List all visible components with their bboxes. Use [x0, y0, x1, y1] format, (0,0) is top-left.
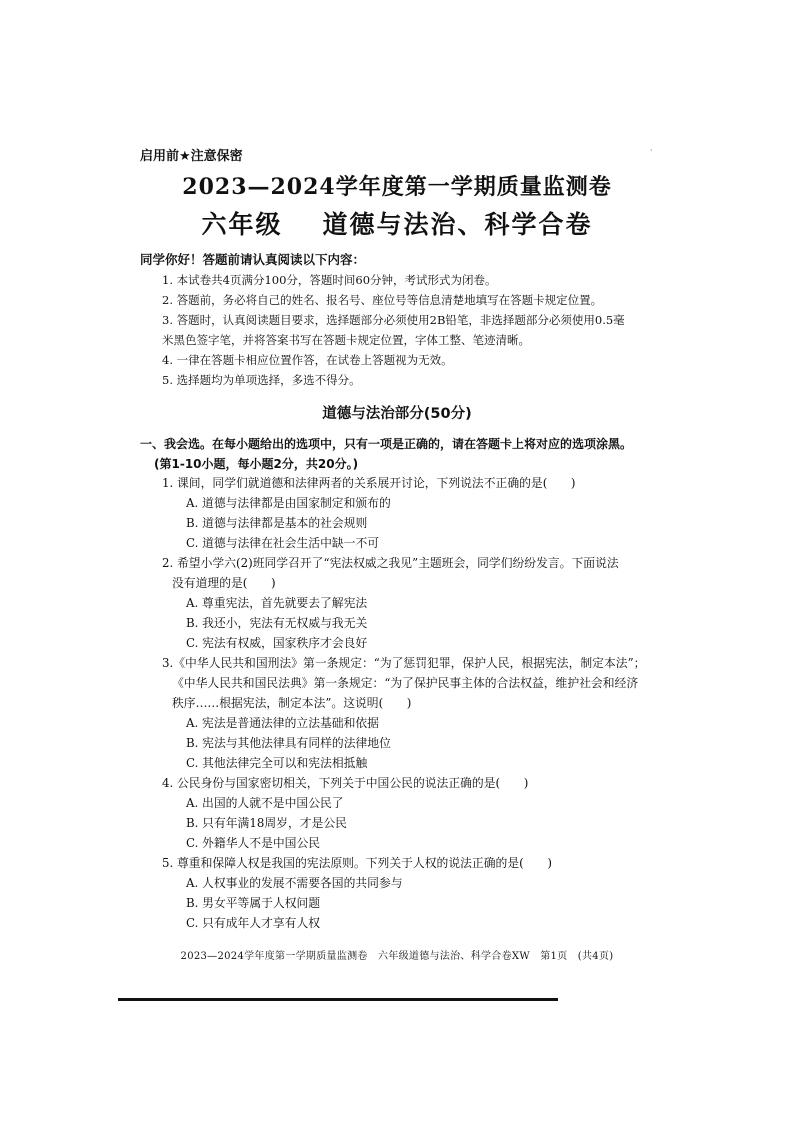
- instruction-item: 5. 选择题均为单项选择，多选不得分。: [162, 373, 361, 387]
- instructions-heading: 同学你好！答题前请认真阅读以下内容：: [140, 252, 366, 267]
- exam-title: 2023—2024学年度第一学期质量监测卷: [182, 174, 612, 200]
- question-list: [162, 473, 658, 933]
- answer-option: C. 外籍华人不是中国公民: [186, 836, 321, 850]
- question-text: 4. 公民身份与国家密切相关，下列关于中国公民的说法正确的是( ): [162, 776, 529, 790]
- instruction-item: 2. 答题前，务必将自己的姓名、报名号、座位号等信息清楚地填写在答题卡规定位置。: [162, 293, 603, 307]
- question-text: 3.《中华人民共和国刑法》第一条规定：“为了惩罚犯罪，保护人民，根据宪法，制定本法”；: [162, 656, 646, 670]
- confidential-label: 启用前★注意保密: [140, 149, 243, 164]
- part-one-heading: [140, 434, 660, 474]
- question-text: 《中华人民共和国民法典》第一条规定：“为了保护民事主体的合法权益，维护社会和经济: [172, 676, 639, 690]
- answer-option: C. 只有成年人才享有人权: [186, 916, 321, 930]
- grade-label: 六年级: [201, 210, 283, 239]
- instruction-item: 3. 答题时，认真阅读题目要求，选择题部分必须使用2B铅笔，非选择题部分必须使用0.5毫: [162, 313, 625, 327]
- question-block: [162, 773, 658, 853]
- answer-option: B. 男女平等属于人权问题: [186, 896, 321, 910]
- answer-option: A. 宪法是普通法律的立法基础和依据: [186, 716, 379, 730]
- answer-option: A. 道德与法律都是由国家制定和颁布的: [186, 496, 391, 510]
- answer-option: B. 宪法与其他法律具有同样的法律地位: [186, 736, 391, 750]
- question-block: [162, 653, 658, 773]
- answer-option: C. 道德与法律在社会生活中缺一不可: [186, 536, 380, 550]
- question-block: [162, 473, 658, 553]
- question-block: [162, 553, 658, 653]
- question-text: 1. 课间，同学们就道德和法律两者的关系展开讨论，下列说法不正确的是( ): [162, 476, 576, 490]
- answer-option: B. 只有年满18周岁，才是公民: [186, 816, 347, 830]
- answer-option: B. 道德与法律都是基本的社会规则: [186, 516, 368, 530]
- question-text: 没有道理的是( ): [172, 576, 276, 590]
- answer-option: C. 宪法有权威，国家秩序才会良好: [186, 636, 368, 650]
- section-title: 道德与法治部分(50分): [322, 406, 472, 422]
- instruction-item: 米黑色签字笔，并将答案书写在答题卡规定位置，字体工整、笔迹清晰。: [162, 333, 530, 347]
- bottom-rule: [118, 998, 558, 1001]
- answer-option: A. 尊重宪法，首先就要去了解宪法: [186, 596, 368, 610]
- exam-subtitle: [0, 205, 794, 241]
- subject-label: 道德与法治、科学合卷: [322, 210, 593, 239]
- page-footer: 2023—2024学年度第一学期质量监测卷 六年级道德与法治、科学合卷XW 第1页 (共4页): [180, 951, 614, 962]
- answer-option: A. 人权事业的发展不需要各国的共同参与: [186, 876, 403, 890]
- question-text: 2. 希望小学六(2)班同学召开了“宪法权威之我见”主题班会，同学们纷纷发言。下面说法: [162, 556, 619, 570]
- instruction-item: 1. 本试卷共4页满分100分，答题时间60分钟，考试形式为闭卷。: [162, 273, 497, 287]
- part-one-instruction: 一、我会选。在每小题给出的选项中，只有一项是正确的，请在答题卡上将对应的选项涂黑。: [140, 437, 633, 451]
- answer-option: A. 出国的人就不是中国公民了: [186, 796, 344, 810]
- instructions-list: [162, 270, 662, 390]
- scan-mark: ·: [650, 146, 653, 155]
- instruction-item: 4. 一律在答题卡相应位置作答，在试卷上答题视为无效。: [162, 353, 453, 367]
- question-block: [162, 853, 658, 933]
- question-text: 秩序……根据宪法，制定本法”。这说明( ): [172, 696, 412, 710]
- answer-option: B. 我还小，宪法有无权威与我无关: [186, 616, 368, 630]
- answer-option: C. 其他法律完全可以和宪法相抵触: [186, 756, 368, 770]
- question-text: 5. 尊重和保障人权是我国的宪法原则。下列关于人权的说法正确的是( ): [162, 856, 552, 870]
- part-one-scoring: (第1-10小题，每小题2分，共20分。): [154, 457, 359, 471]
